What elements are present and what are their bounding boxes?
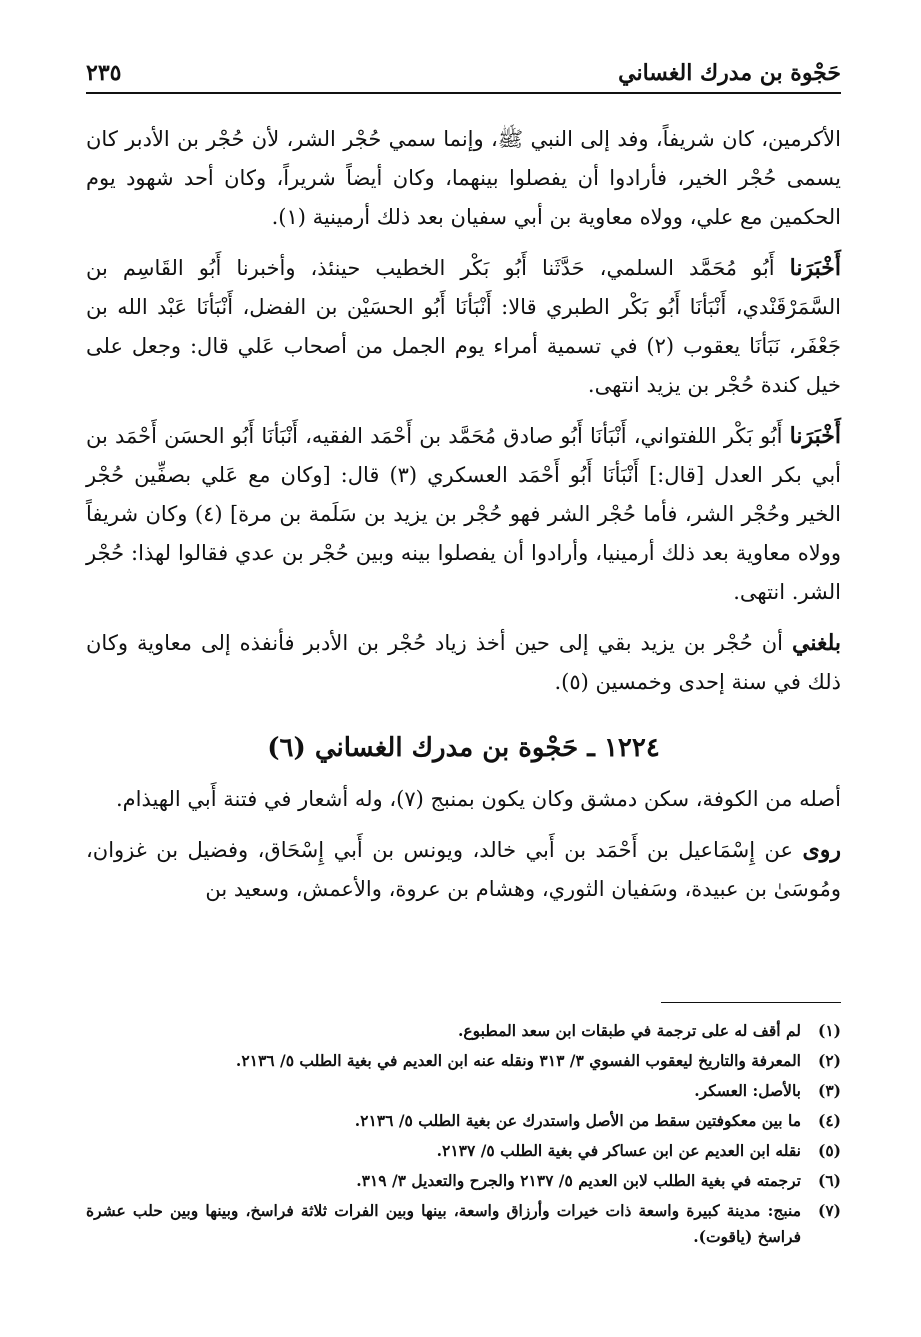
footnote-number: (٣): [817, 1081, 841, 1100]
paragraph-1: [86, 120, 841, 237]
paragraph-5-text: أصله من الكوفة، سكن دمشق وكان يكون بمنبج (٧)، وله أشعار في فتنة أَبي الهيذام.: [115, 787, 841, 811]
footnote-number: (١): [817, 1021, 841, 1040]
paragraph-1-text: الأكرمين، كان شريفاً، وفد إلى النبي ﷺ، وإنما سمي حُجْر الشر، لأن حُجْر بن الأدبر كان يسمى حُجْر الخير، فأرادوا أن يفصلوا بينهما، وكان أيضاً شريراً، وكان أحد شهود يوم الحكمين مع علي، وولاه معاوية بن أبي سفيان بعد ذلك أرمينية (١).: [86, 127, 841, 229]
footnote-number: (٢): [817, 1051, 841, 1070]
footnote-text: لم أقف له على ترجمة في طبقات ابن سعد المطبوع.: [458, 1021, 801, 1040]
footnote-7: [86, 1198, 841, 1250]
paragraph-2: [86, 249, 841, 405]
paragraph-2-text: أَبُو مُحَمَّد السلمي، حَدَّثَنا أَبُو بَكْر الخطيب حينئذ، وأخبرنا أَبُو القَاسِم بن السَّمَرْقَنْدي، أَنْبَأنَا أَبُو بَكْر الطبري قالا: أَنْبَأنَا أَبُو الحسَيْن بن الفضل، أَنْبَأنَا عَبْد الله بن جَعْفَر، نَبَأنَا يعقوب (٢) في تسمية أمراء يوم الجمل من أصحاب عَلي قال: وجعل على خيل كندة حُجْر بن يزيد انتهى.: [86, 256, 841, 397]
footnote-text: ما بين معكوفتين سقط من الأصل واستدرك عن بغية الطلب ٥/ ٢١٣٦.: [354, 1111, 801, 1130]
main-text: [86, 120, 841, 921]
footnotes: [86, 1018, 841, 1254]
footnote-number: (٥): [817, 1141, 841, 1160]
footnote-4: [86, 1108, 841, 1134]
footnote-number: (٧): [817, 1201, 841, 1220]
entry-heading: ١٢٢٤ ـ حَجْوة بن مدرك الغساني (٦): [267, 733, 660, 763]
paragraph-6-text: عن إِسْمَاعيل بن أَحْمَد بن أَبي خالد، ويونس بن أَبي إِسْحَاق، وفضيل بن غزوان، ومُوسَىٰ بن عبيدة، وسَفيان الثوري، وهشام بن عروة، والأعمش، وسعيد بن: [86, 838, 841, 901]
page-header: [86, 58, 841, 94]
running-title: حَجْوة بن مدرك الغساني: [618, 60, 841, 86]
paragraph-4: [86, 624, 841, 702]
paragraph-3: [86, 417, 841, 612]
footnote-separator: [661, 1002, 841, 1003]
paragraph-4-lead: بلغني: [791, 630, 841, 656]
footnote-3: [86, 1078, 841, 1104]
footnote-text: بالأصل: العسكر.: [694, 1081, 801, 1100]
paragraph-3-text: أَبُو بَكْر اللفتواني، أَنْبَأنَا أَبُو صادق مُحَمَّد بن أَحْمَد الفقيه، أَنْبَأنَا أَبُو الحسَن أَحْمَد بن أبي بكر العدل [قال:] أَنْبَأنَا أَبُو أَحْمَد العسكري (٣) قال: [وكان مع عَلي بصفِّين حُجْر الخير وحُجْر الشر، فأما حُجْر الشر فهو حُجْر بن يزيد بن سَلَمة بن مرة] (٤) وكان شريفاً وولاه معاوية بعد ذلك أرمينيا، وأرادوا أن يفصلوا بينه وبين حُجْر بن عدي فقالوا لهذا: حُجْر الشر. انتهى.: [86, 424, 841, 604]
footnote-text: نقله ابن العديم عن ابن عساكر في بغية الطلب ٥/ ٢١٣٧.: [436, 1141, 801, 1160]
footnote-6: [86, 1168, 841, 1194]
footnote-number: (٤): [817, 1111, 841, 1130]
paragraph-4-text: أن حُجْر بن يزيد بقي إلى حين أخذ زياد حُجْر بن الأدبر فأنفذه إلى معاوية وكان ذلك في سنة إحدى وخمسين (٥).: [86, 631, 841, 694]
footnote-text: ترجمته في بغية الطلب لابن العديم ٥/ ٢١٣٧ والجرح والتعديل ٣/ ٣١٩.: [356, 1171, 801, 1190]
footnote-1: [86, 1018, 841, 1044]
footnote-text: المعرفة والتاريخ ليعقوب الفسوي ٣/ ٣١٣ ونقله عنه ابن العديم في بغية الطلب ٥/ ٢١٣٦.: [235, 1051, 801, 1070]
footnote-text: منبج: مدينة كبيرة واسعة ذات خيرات وأرزاق واسعة، بينها وبين الفرات ثلاثة فراسخ، وبينها وبين حلب عشرة فراسخ (ياقوت).: [86, 1201, 801, 1246]
paragraph-3-lead: أَخْبَرَنا: [789, 423, 841, 449]
paragraph-6-lead: روى: [802, 837, 841, 863]
paragraph-6: [86, 831, 841, 909]
footnote-2: [86, 1048, 841, 1074]
paragraph-2-lead: أَخْبَرَنا: [789, 255, 841, 281]
page-number: ٢٣٥: [86, 60, 122, 86]
footnote-number: (٦): [817, 1171, 841, 1190]
footnote-5: [86, 1138, 841, 1164]
paragraph-5: [86, 780, 841, 819]
